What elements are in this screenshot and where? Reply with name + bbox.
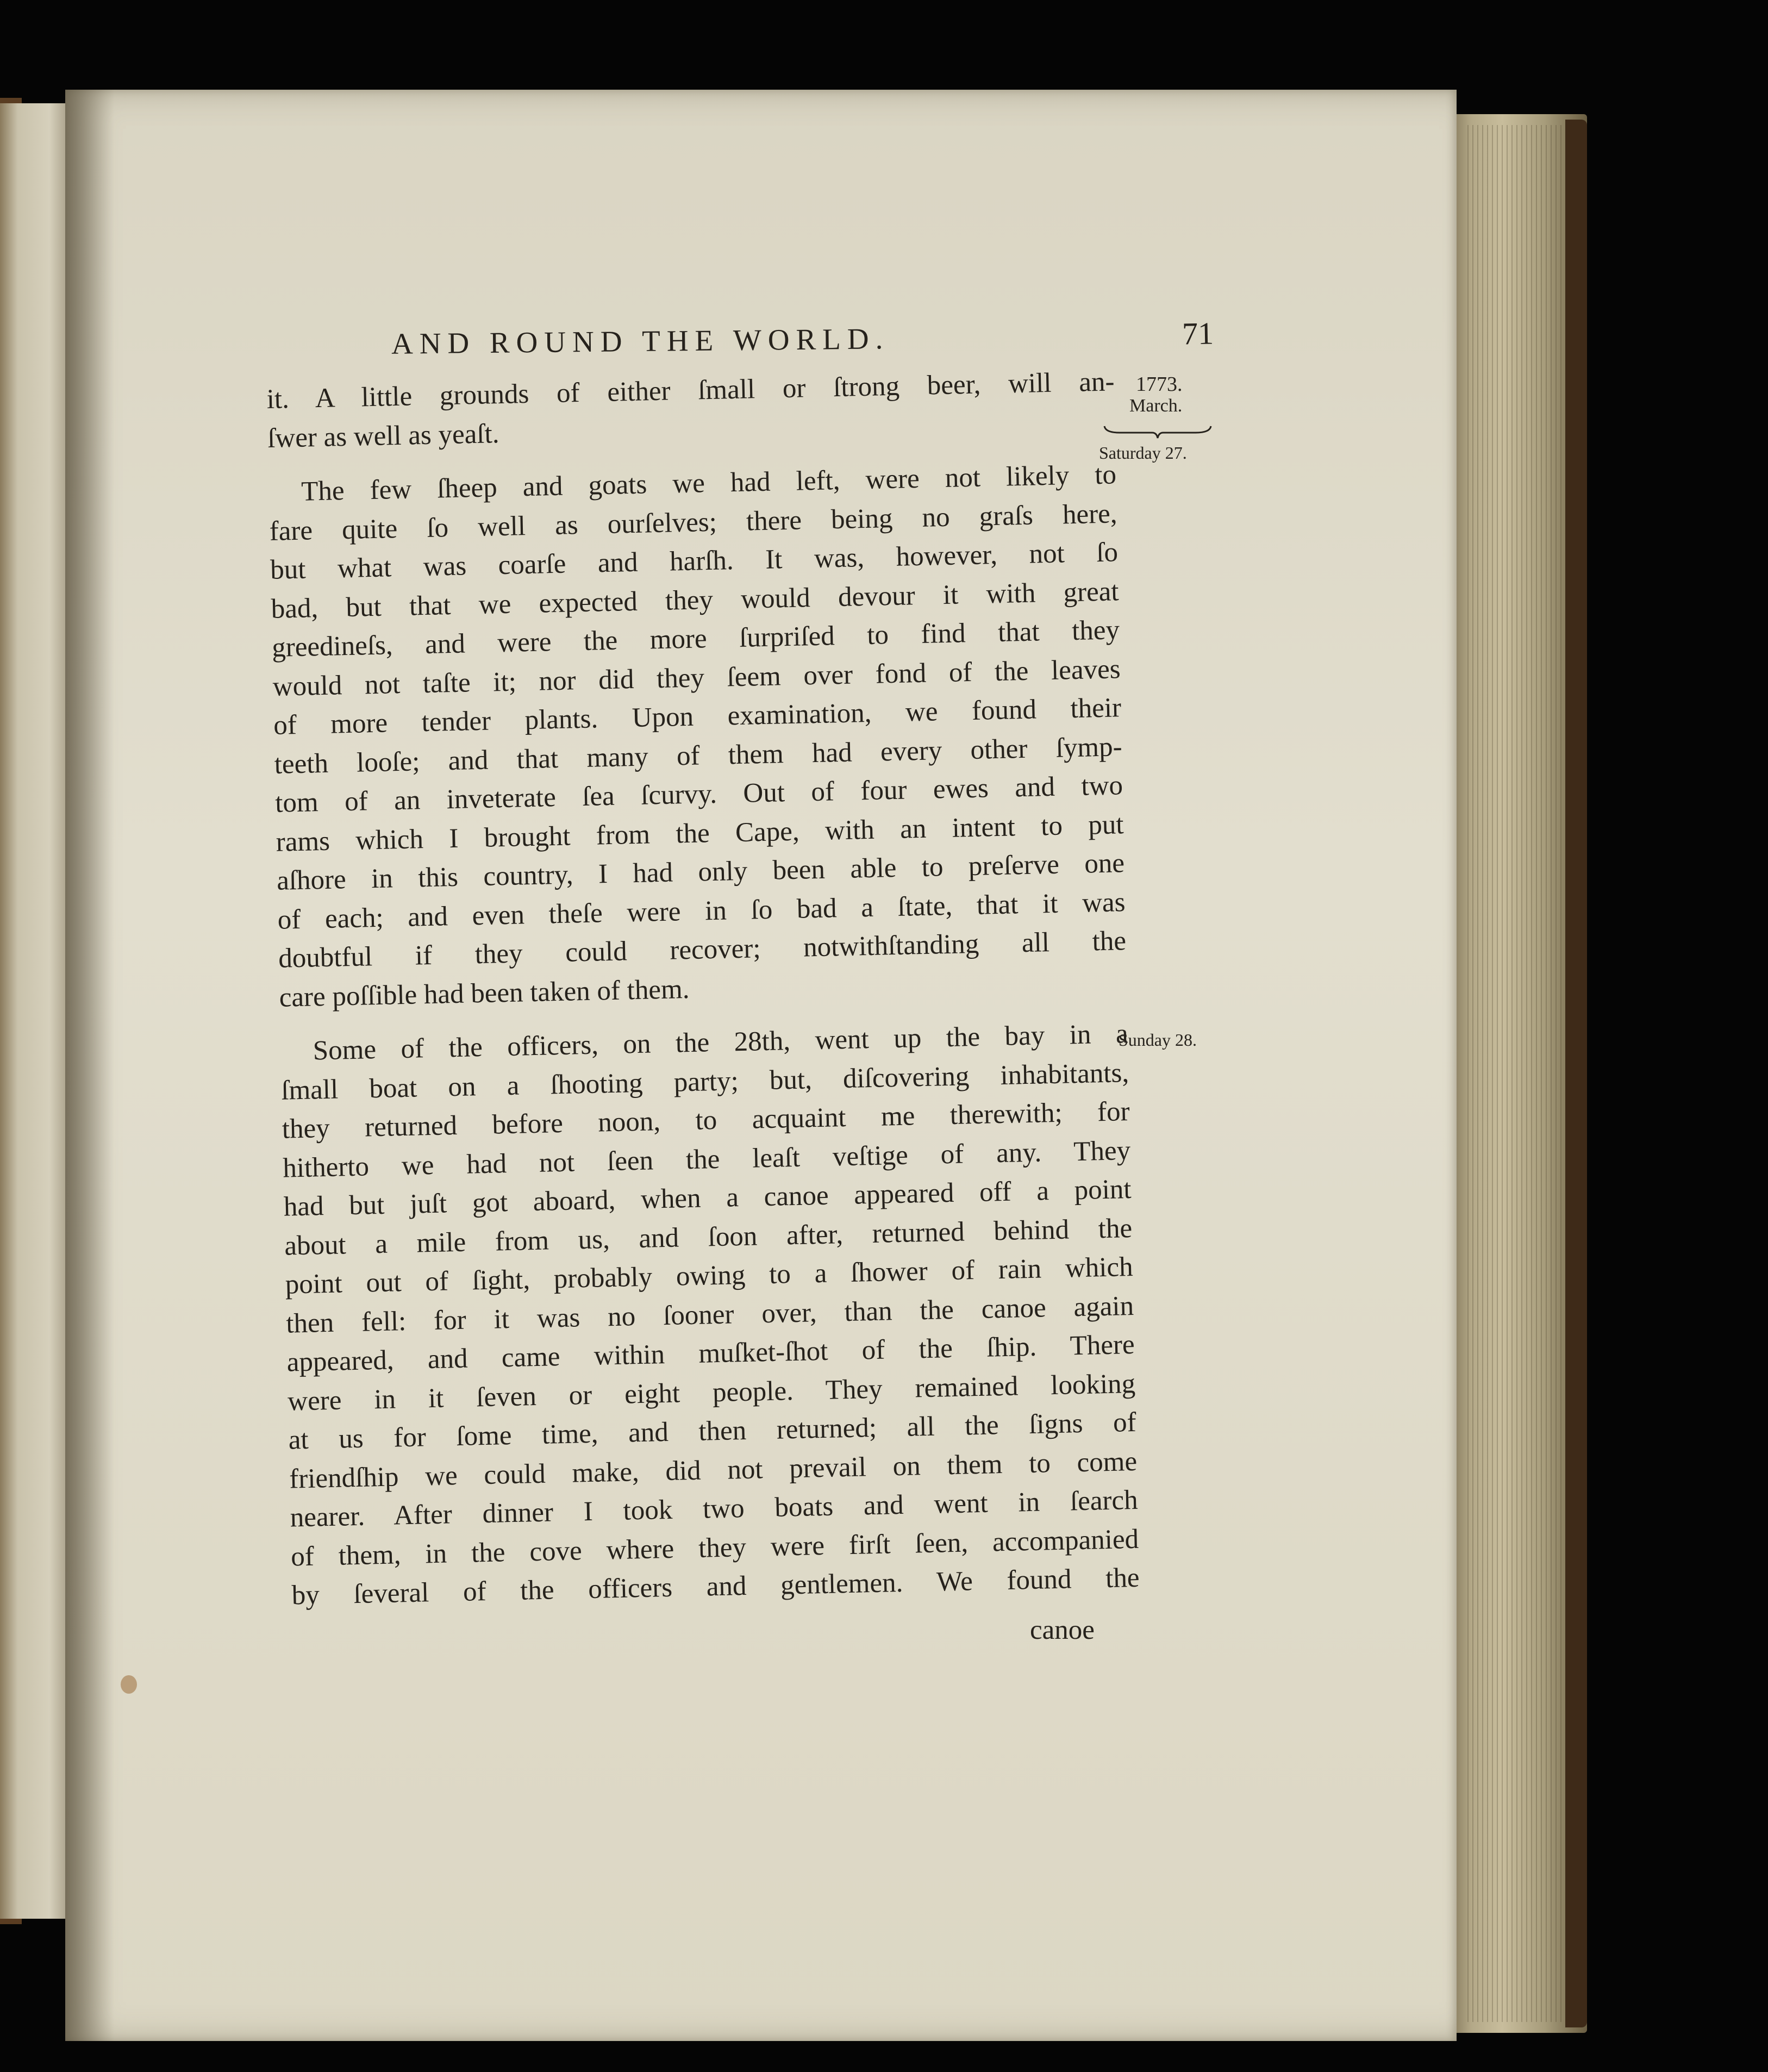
page-gutter-shadow xyxy=(65,90,114,2041)
paragraph-2 xyxy=(268,455,1128,1017)
catchword: canoe xyxy=(1030,1615,1095,1645)
text-line: of each; and even theſe were in ſo bad a ſtate, that it was xyxy=(277,887,1126,935)
page-edge-lines xyxy=(1467,125,1576,2022)
text-line: care poſſible had been taken of them. xyxy=(279,973,690,1013)
text-line: The few ſheep and goats we had left, were not likely to xyxy=(301,459,1117,507)
text-line: greedineſs, and were the more ſurpriſed to find that they xyxy=(271,615,1120,663)
foxing-stain xyxy=(121,1675,137,1694)
text-line: aſhore in this country, I had only been able to preſerve one xyxy=(276,848,1125,896)
text-line: appeared, and came within muſket-ſhot of the ſhip. There xyxy=(286,1329,1135,1378)
text-line: ſwer as well as yeaſt. xyxy=(267,418,499,454)
text-line: of them, in the cove where they were firſt ſeen, accompanied xyxy=(290,1524,1139,1572)
text-line: then fell: for it was no ſooner over, than the canoe again xyxy=(285,1290,1134,1339)
text-line: about a mile from us, and ſoon after, returned behind the xyxy=(284,1213,1133,1262)
text-line: teeth looſe; and that many of them had every other ſymp- xyxy=(274,731,1123,780)
text-line: of more tender plants. Upon examination, we found their xyxy=(273,692,1122,741)
text-line: they returned before noon, to acquaint me therewith; for xyxy=(282,1096,1130,1145)
text-line: tom of an inveterate ſea ſcurvy. Out of four ewes and two xyxy=(274,770,1123,819)
text-line: at us for ſome time, and then returned; all the ſigns of xyxy=(288,1407,1137,1456)
body-text xyxy=(266,363,1140,1615)
right-cover xyxy=(1565,120,1587,2027)
facing-page-edge xyxy=(0,103,71,1919)
text-line: fare quite ſo well as ourſelves; there being no graſs here, xyxy=(269,498,1118,547)
text-line: Some of the officers, on the 28th, went up the bay in a xyxy=(313,1019,1129,1066)
text-line: hitherto we had not ſeen the leaſt veſtige of any. They xyxy=(282,1135,1131,1184)
text-line: it. A little grounds of either ſmall or ſtrong beer, will an- xyxy=(266,366,1115,415)
margin-date-saturday: Saturday 27. xyxy=(1099,443,1187,463)
text-line: doubtful if they could recover; notwithſtanding all the xyxy=(278,926,1127,974)
text-line: would not taſte it; nor did they ſeem over fond of the leaves xyxy=(272,653,1121,702)
margin-month: March. xyxy=(1129,396,1183,416)
text-line: ſmall boat on a ſhooting party; but, diſcovering inhabitants, xyxy=(280,1057,1129,1106)
text-line: friendſhip we could make, did not prevail on them to come xyxy=(289,1446,1138,1495)
margin-year: 1773. xyxy=(1136,373,1183,396)
text-line: point out of ſight, probably owing to a ſhower of rain which xyxy=(285,1251,1134,1300)
text-line: nearer. After dinner I took two boats and went in ſearch xyxy=(290,1484,1139,1533)
page-number: 71 xyxy=(1182,315,1214,352)
paragraph-3 xyxy=(280,1015,1140,1615)
margin-date-sunday: Sunday 28. xyxy=(1119,1030,1197,1050)
text-line: bad, but that we expected they would devour it with great xyxy=(271,576,1120,625)
margin-brace xyxy=(1103,424,1212,440)
running-title: AND ROUND THE WORLD. xyxy=(391,322,890,360)
text-line: had but juſt got aboard, when a canoe appeared off a point xyxy=(283,1174,1132,1222)
text-line: by ſeveral of the officers and gentlemen. We found the xyxy=(291,1562,1140,1611)
text-line: rams which I brought from the Cape, with an intent to put xyxy=(276,809,1124,858)
text-line: were in it ſeven or eight people. They remained looking xyxy=(287,1368,1136,1417)
text-line: but what was coarſe and harſh. It was, however, not ſo xyxy=(270,537,1119,585)
